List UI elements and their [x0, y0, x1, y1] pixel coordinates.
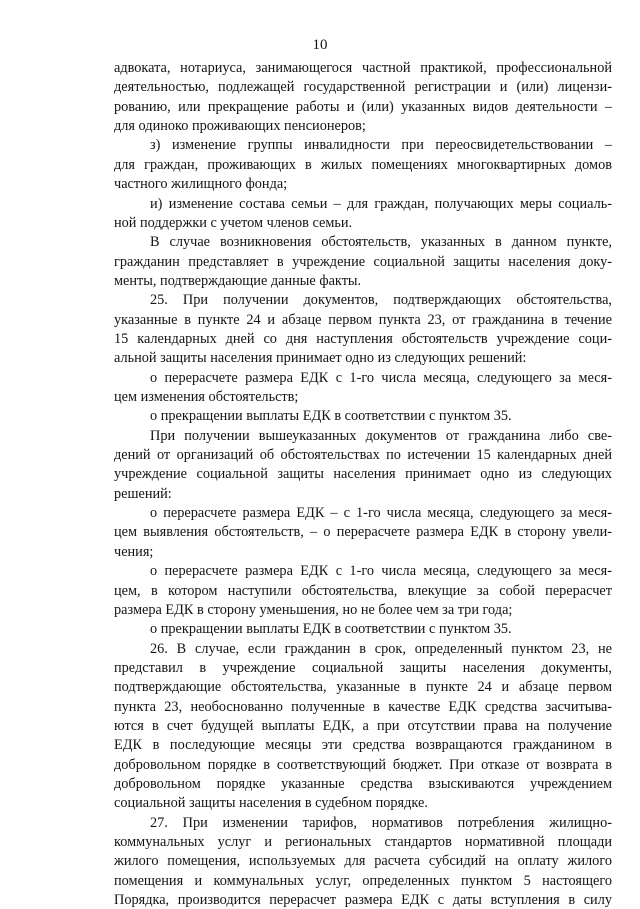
text-line: размера ЕДК в сторону уменьшения, но не более чем за три года;	[114, 601, 513, 618]
text-line: о перерасчете размера ЕДК с 1-го числа месяца, следующего за меся-	[150, 563, 612, 580]
text-line: з) изменение группы инвалидности при переосвидетельствовании –	[150, 137, 612, 154]
page-number: 10	[312, 37, 328, 53]
text-line: о прекращении выплаты ЕДК в соответствии с пунктом 35.	[150, 621, 512, 638]
text-line: чения;	[114, 543, 154, 560]
text-line: гражданин представляет в учреждение социальной защиты населения доку-	[114, 253, 612, 270]
text-line: 27. При изменении тарифов, нормативов потребления жилищно-	[150, 814, 612, 831]
text-line: о перерасчете размера ЕДК – с 1-го числа месяца, следующего за меся-	[150, 505, 612, 522]
text-line: пункта 23, необоснованно полученные в качестве ЕДК средства засчитыва-	[114, 698, 612, 715]
text-line: учреждение социальной защиты населения принимает одно из следующих	[114, 466, 612, 483]
text-line: ются в счет будущей выплаты ЕДК, а при отсутствии права на получение	[114, 717, 612, 734]
text-line: для граждан, проживающих в жилых помещениях многоквартирных домов	[114, 156, 612, 173]
text-line: В случае возникновения обстоятельств, указанных в данном пункте,	[150, 234, 612, 251]
text-line: цем выявления обстоятельств, – о перерасчете размера ЕДК в сторону увели-	[114, 524, 612, 541]
text-line: менты, подтверждающие данные факты.	[114, 272, 362, 289]
text-line: решений:	[114, 485, 172, 502]
text-line: коммунальных услуг и региональных стандартов нормативной площади	[114, 834, 612, 850]
text-line: добровольном порядке в соответствующий бюджет. При отказе от возврата в	[114, 756, 612, 773]
text-line: социальной защиты населения в судебном порядке.	[114, 795, 428, 812]
text-line: представил в учреждение социальной защиты населения документы,	[114, 659, 612, 676]
text-line: и) изменение состава семьи – для граждан, получающих меры социаль-	[150, 195, 612, 212]
text-line: Порядка, производится перерасчет размера ЕДК с даты вступления в силу	[114, 892, 612, 909]
text-line: 15 календарных дней со дня наступления обстоятельств учреждение соци-	[114, 330, 612, 347]
text-line: жилого помещения, используемых для расчета субсидий на оплату жилого	[114, 853, 612, 870]
text-line: цем, в котором наступили обстоятельства, влекущие за собой перерасчет	[114, 582, 612, 599]
text-line: 26. В случае, если гражданин в срок, определенный пунктом 23, не	[150, 640, 612, 657]
text-line: адвоката, нотариуса, занимающегося частной практикой, профессиональной	[114, 60, 612, 76]
text-line: о перерасчете размера ЕДК с 1-го числа месяца, следующего за меся-	[150, 369, 612, 386]
text-line: альной защиты населения принимает одно из следующих решений:	[114, 350, 527, 367]
text-line: 25. При получении документов, подтверждающих обстоятельства,	[150, 292, 612, 309]
text-line: цем изменения обстоятельств;	[114, 389, 299, 405]
text-line: указанные в пункте 24 и абзаце первом пункта 23, от гражданина в течение	[114, 311, 612, 328]
text-line: о прекращении выплаты ЕДК в соответствии с пунктом 35.	[150, 408, 512, 425]
text-line: деятельностью, подлежащей государственной регистрации и (или) лицензи-	[114, 79, 612, 96]
text-line: для одиноко проживающих пенсионеров;	[114, 118, 366, 135]
text-line: ЕДК в последующие месяцы эти средства возвращаются гражданином в	[114, 737, 612, 754]
text-line: рованию, или прекращение работы и (или) указанных видов деятельности –	[114, 98, 612, 115]
text-line: добровольном порядке указанные средства взыскиваются учреждением	[114, 776, 612, 792]
text-line: дений от организаций об обстоятельствах по истечении 15 календарных дней	[114, 447, 612, 463]
text-line: При получении вышеуказанных документов от гражданина либо све-	[150, 427, 612, 444]
text-line: подтверждающие обстоятельства, указанные в пункте 24 и абзаце первом	[114, 679, 612, 696]
text-line: частного жилищного фонда;	[114, 176, 288, 193]
text-line: помещения и коммунальных услуг, определенных пунктом 5 настоящего	[114, 872, 612, 889]
text-line: ной поддержки с учетом членов семьи.	[114, 214, 353, 231]
